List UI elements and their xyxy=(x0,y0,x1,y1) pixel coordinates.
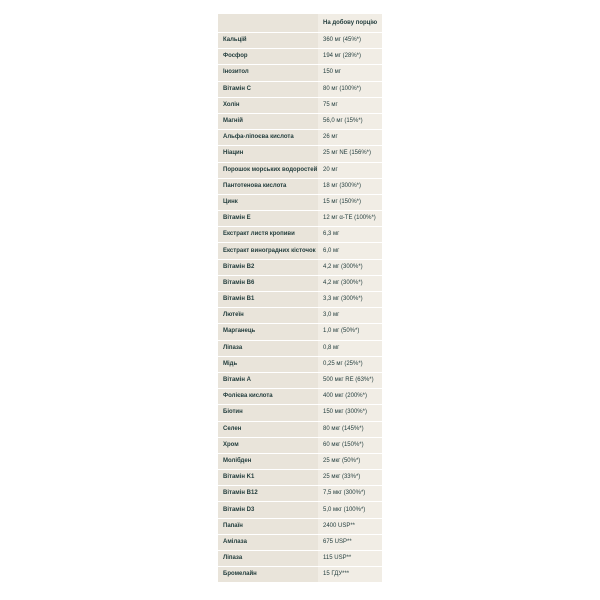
ingredient-name: Марганець xyxy=(218,324,318,340)
ingredient-amount: 6,3 мг xyxy=(318,227,382,243)
ingredient-name: Інозитол xyxy=(218,65,318,81)
ingredient-amount: 15 ГДУ*** xyxy=(318,567,382,583)
ingredient-amount: 7,5 мкг (300%*) xyxy=(318,486,382,502)
ingredient-amount: 0,8 мг xyxy=(318,340,382,356)
ingredient-amount: 675 USP** xyxy=(318,534,382,550)
table-row xyxy=(218,502,382,518)
ingredient-amount: 18 мг (300%*) xyxy=(318,178,382,194)
table-row xyxy=(218,421,382,437)
table-row xyxy=(218,292,382,308)
ingredient-amount: 360 мг (45%*) xyxy=(318,33,382,49)
table-row xyxy=(218,65,382,81)
ingredient-name: Екстракт листя кропиви xyxy=(218,227,318,243)
ingredient-name: Біотин xyxy=(218,405,318,421)
ingredient-name: Порошок морських водоростей xyxy=(218,162,318,178)
table-row xyxy=(218,49,382,65)
ingredient-amount: 5,0 мкг (100%*) xyxy=(318,502,382,518)
ingredient-amount: 3,0 мг xyxy=(318,308,382,324)
ingredient-name: Вітамін C xyxy=(218,81,318,97)
ingredient-amount: 0,25 мг (25%*) xyxy=(318,356,382,372)
ingredient-amount: 25 мкг (50%*) xyxy=(318,453,382,469)
table-row xyxy=(218,275,382,291)
ingredient-amount: 400 мкг (200%*) xyxy=(318,389,382,405)
ingredient-amount: 56,0 мг (15%*) xyxy=(318,113,382,129)
ingredient-amount: 500 мкг RE (63%*) xyxy=(318,372,382,388)
ingredient-amount: 25 мг NE (156%*) xyxy=(318,146,382,162)
ingredient-name: Амілаза xyxy=(218,534,318,550)
ingredient-name: Вітамін K1 xyxy=(218,470,318,486)
table-row xyxy=(218,486,382,502)
ingredient-amount: 15 мг (150%*) xyxy=(318,194,382,210)
ingredient-name: Вітамін B2 xyxy=(218,259,318,275)
ingredient-amount: 150 мг xyxy=(318,65,382,81)
table-row xyxy=(218,211,382,227)
table-row xyxy=(218,146,382,162)
ingredient-name: Папаїн xyxy=(218,518,318,534)
ingredient-name: Мідь xyxy=(218,356,318,372)
table-body xyxy=(218,33,382,583)
table-row xyxy=(218,97,382,113)
nutrition-table xyxy=(218,14,382,583)
ingredient-name: Альфа-ліпоєва кислота xyxy=(218,130,318,146)
table-row xyxy=(218,405,382,421)
ingredient-name: Пантотенова кислота xyxy=(218,178,318,194)
ingredient-amount: 2400 USP** xyxy=(318,518,382,534)
ingredient-name: Вітамін A xyxy=(218,372,318,388)
ingredient-amount: 3,3 мг (300%*) xyxy=(318,292,382,308)
ingredient-name: Хром xyxy=(218,437,318,453)
ingredient-name: Ліпаза xyxy=(218,340,318,356)
ingredient-name: Вітамін B1 xyxy=(218,292,318,308)
ingredient-name: Фолієва кислота xyxy=(218,389,318,405)
ingredient-name: Вітамін B6 xyxy=(218,275,318,291)
ingredient-amount: 25 мкг (33%*) xyxy=(318,470,382,486)
header-per-serving: На добову порцію xyxy=(318,14,382,33)
table-row xyxy=(218,389,382,405)
ingredient-name: Селен xyxy=(218,421,318,437)
ingredient-amount: 12 мг α-TE (100%*) xyxy=(318,211,382,227)
ingredient-amount: 80 мг (100%*) xyxy=(318,81,382,97)
table-row xyxy=(218,33,382,49)
table-row xyxy=(218,178,382,194)
table-row xyxy=(218,340,382,356)
ingredient-amount: 194 мг (28%*) xyxy=(318,49,382,65)
ingredient-amount: 4,2 мг (300%*) xyxy=(318,259,382,275)
ingredient-name: Фосфор xyxy=(218,49,318,65)
ingredient-name: Екстракт виноградних кісточок xyxy=(218,243,318,259)
ingredient-name: Холін xyxy=(218,97,318,113)
ingredient-amount: 20 мг xyxy=(318,162,382,178)
table-row xyxy=(218,372,382,388)
nutrition-table-container xyxy=(218,14,382,583)
ingredient-amount: 80 мкг (145%*) xyxy=(318,421,382,437)
table-row xyxy=(218,81,382,97)
ingredient-amount: 1,0 мг (50%*) xyxy=(318,324,382,340)
ingredient-name: Вітамін Е xyxy=(218,211,318,227)
ingredient-amount: 75 мг xyxy=(318,97,382,113)
ingredient-name: Кальцій xyxy=(218,33,318,49)
table-row xyxy=(218,551,382,567)
ingredient-name: Бромелайн xyxy=(218,567,318,583)
table-row xyxy=(218,308,382,324)
ingredient-name: Лютеїн xyxy=(218,308,318,324)
table-row xyxy=(218,470,382,486)
table-row xyxy=(218,518,382,534)
ingredient-amount: 60 мкг (150%*) xyxy=(318,437,382,453)
ingredient-name: Ліпаза xyxy=(218,551,318,567)
table-row xyxy=(218,227,382,243)
table-row xyxy=(218,356,382,372)
table-row xyxy=(218,567,382,583)
ingredient-name: Ніацин xyxy=(218,146,318,162)
ingredient-name: Молібден xyxy=(218,453,318,469)
ingredient-amount: 150 мкг (300%*) xyxy=(318,405,382,421)
ingredient-amount: 6,0 мг xyxy=(318,243,382,259)
table-row xyxy=(218,162,382,178)
header-ingredient-cell xyxy=(218,14,318,33)
table-row xyxy=(218,259,382,275)
table-row xyxy=(218,437,382,453)
table-row xyxy=(218,130,382,146)
ingredient-amount: 115 USP** xyxy=(318,551,382,567)
table-row xyxy=(218,113,382,129)
table-row xyxy=(218,243,382,259)
ingredient-name: Магній xyxy=(218,113,318,129)
ingredient-name: Вітамін B12 xyxy=(218,486,318,502)
ingredient-amount: 4,2 мг (300%*) xyxy=(318,275,382,291)
table-row xyxy=(218,324,382,340)
table-row xyxy=(218,453,382,469)
table-row xyxy=(218,534,382,550)
ingredient-name: Вітамін D3 xyxy=(218,502,318,518)
ingredient-name: Цинк xyxy=(218,194,318,210)
table-row xyxy=(218,194,382,210)
ingredient-amount: 26 мг xyxy=(318,130,382,146)
table-header-row xyxy=(218,14,382,33)
